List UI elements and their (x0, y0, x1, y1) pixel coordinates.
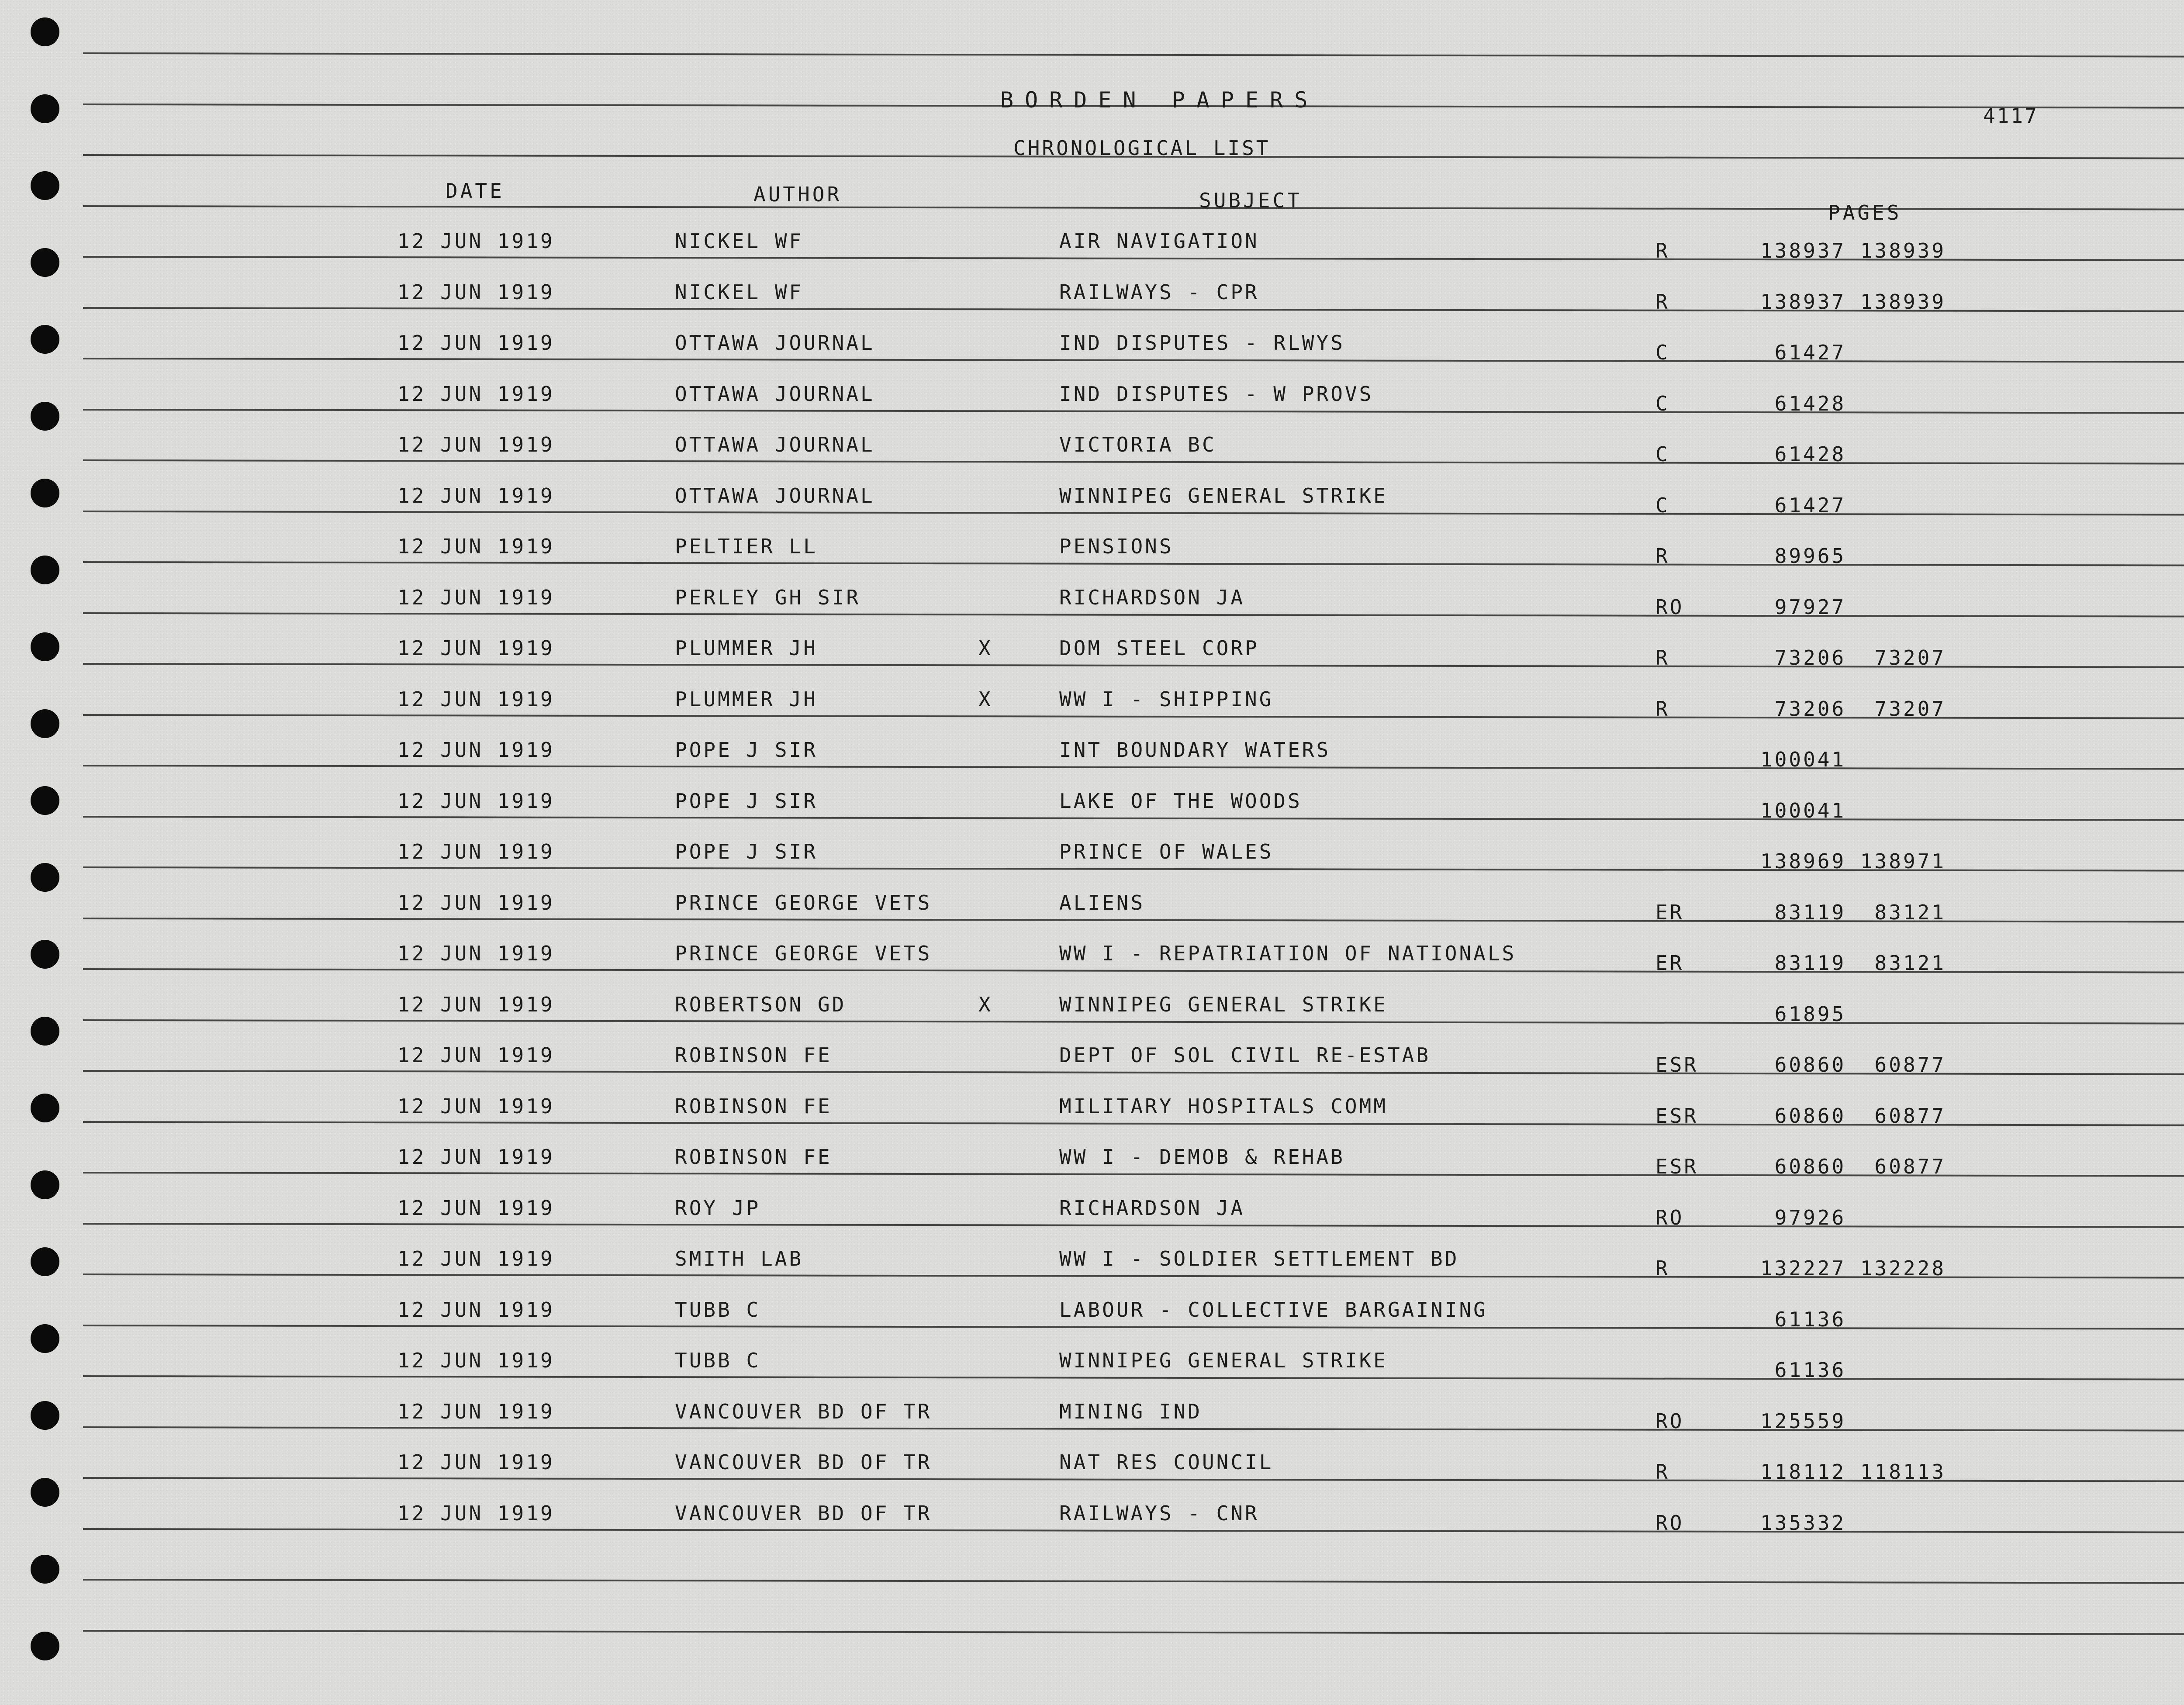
row-date: 12 JUN 1919 (397, 1450, 555, 1474)
row-author: POPE J SIR (675, 738, 818, 762)
row-pages: 61428 (1760, 442, 1846, 466)
row-subject: MILITARY HOSPITALS COMM (1059, 1094, 1388, 1118)
row-pages: 135332 (1760, 1511, 1846, 1535)
row-subject: AIR NAVIGATION (1059, 229, 1259, 253)
row-subject: RAILWAYS - CNR (1059, 1501, 1259, 1525)
row-code: R (1655, 544, 1670, 568)
row-pages: 100041 (1760, 798, 1846, 822)
table-row (0, 1349, 2184, 1400)
row-subject: INT BOUNDARY WATERS (1059, 738, 1331, 762)
row-date: 12 JUN 1919 (397, 1094, 555, 1118)
row-subject: WW I - SHIPPING (1059, 687, 1274, 711)
feed-hole (31, 94, 59, 123)
table-row (0, 1298, 2184, 1349)
row-author: POPE J SIR (675, 840, 818, 863)
row-subject: WW I - DEMOB & REHAB (1059, 1145, 1345, 1169)
row-code: RO (1655, 595, 1684, 619)
row-date: 12 JUN 1919 (397, 1298, 555, 1322)
row-pages: 60860 60877 (1760, 1053, 1946, 1077)
table-row (0, 382, 2184, 433)
column-header-subject: SUBJECT (1199, 189, 1302, 212)
row-code: R (1655, 697, 1670, 721)
row-pages: 138937 138939 (1760, 239, 1946, 262)
row-pages: 125559 (1760, 1409, 1846, 1433)
table-row (0, 433, 2184, 484)
row-date: 12 JUN 1919 (397, 535, 555, 558)
row-subject: WW I - REPATRIATION OF NATIONALS (1059, 942, 1517, 965)
row-subject: WW I - SOLDIER SETTLEMENT BD (1059, 1247, 1459, 1270)
table-row (0, 891, 2184, 942)
ruled-line (83, 1579, 2184, 1584)
table-row (0, 484, 2184, 535)
table-row (0, 1501, 2184, 1553)
row-code: C (1655, 442, 1670, 466)
table-row (0, 1043, 2184, 1094)
row-author: PLUMMER JH (675, 636, 818, 660)
page-number: 4117 (1983, 104, 2039, 128)
row-pages: 100041 (1760, 748, 1846, 771)
row-author: VANCOUVER BD OF TR (675, 1501, 932, 1525)
row-author: VANCOUVER BD OF TR (675, 1450, 932, 1474)
row-author: OTTAWA JOURNAL (675, 433, 875, 456)
row-subject: NAT RES COUNCIL (1059, 1450, 1274, 1474)
row-pages: 118112 118113 (1760, 1460, 1946, 1484)
row-date: 12 JUN 1919 (397, 1247, 555, 1270)
row-code: RO (1655, 1205, 1684, 1229)
row-author: POPE J SIR (675, 789, 818, 813)
row-pages: 97926 (1760, 1205, 1846, 1229)
row-pages: 73206 73207 (1760, 697, 1946, 721)
table-row (0, 1145, 2184, 1196)
row-author: ROBINSON FE (675, 1094, 832, 1118)
table-row (0, 687, 2184, 739)
row-pages: 83119 83121 (1760, 951, 1946, 975)
feed-hole (31, 171, 59, 200)
row-pages: 61136 (1760, 1307, 1846, 1331)
row-subject: WINNIPEG GENERAL STRIKE (1059, 483, 1388, 507)
row-code: RO (1655, 1409, 1684, 1433)
row-pages: 97927 (1760, 595, 1846, 619)
row-subject: MINING IND (1059, 1399, 1202, 1423)
table-row (0, 1400, 2184, 1451)
ruled-line (83, 52, 2184, 58)
row-date: 12 JUN 1919 (397, 483, 555, 507)
row-subject: WINNIPEG GENERAL STRIKE (1059, 992, 1388, 1016)
row-date: 12 JUN 1919 (397, 1043, 555, 1067)
row-date: 12 JUN 1919 (397, 890, 555, 915)
row-code: ESR (1655, 1155, 1699, 1178)
row-pages: 61136 (1760, 1358, 1846, 1382)
row-author: NICKEL WF (675, 280, 804, 304)
row-subject: IND DISPUTES - W PROVS (1059, 382, 1374, 406)
row-date: 12 JUN 1919 (397, 1399, 555, 1423)
row-pages: 61895 (1760, 1002, 1846, 1026)
table-row (0, 229, 2184, 280)
row-code: ESR (1655, 1053, 1699, 1077)
row-date: 12 JUN 1919 (397, 1501, 555, 1525)
feed-hole (31, 17, 59, 46)
row-author: PERLEY GH SIR (675, 585, 861, 609)
row-author: PRINCE GEORGE VETS (675, 890, 932, 915)
row-author: ROY JP (675, 1196, 761, 1220)
table-row (0, 789, 2184, 840)
feed-hole (31, 1555, 59, 1584)
row-code: R (1655, 1256, 1670, 1280)
row-author: PRINCE GEORGE VETS (675, 942, 932, 965)
row-subject: DEPT OF SOL CIVIL RE-ESTAB (1059, 1043, 1431, 1067)
row-code: R (1655, 290, 1670, 314)
row-subject: ALIENS (1059, 890, 1145, 915)
document-subtitle: CHRONOLOGICAL LIST (1013, 136, 1271, 160)
row-code: ER (1655, 951, 1684, 975)
row-author: PELTIER LL (675, 535, 818, 558)
row-pages: 60860 60877 (1760, 1155, 1946, 1178)
table-row (0, 942, 2184, 993)
row-subject: VICTORIA BC (1059, 433, 1216, 456)
row-author: SMITH LAB (675, 1247, 804, 1270)
row-date: 12 JUN 1919 (397, 433, 555, 456)
row-pages: 61427 (1760, 493, 1846, 517)
row-date: 12 JUN 1919 (397, 331, 555, 355)
table-row (0, 738, 2184, 789)
column-header-date: DATE (446, 179, 505, 203)
row-pages: 83119 83121 (1760, 900, 1946, 924)
table-row (0, 1094, 2184, 1146)
table-row (0, 586, 2184, 637)
row-mark: X (978, 687, 993, 711)
table-row (0, 1450, 2184, 1501)
row-code: R (1655, 646, 1670, 670)
row-author: OTTAWA JOURNAL (675, 483, 875, 507)
row-subject: WINNIPEG GENERAL STRIKE (1059, 1349, 1388, 1372)
row-subject: IND DISPUTES - RLWYS (1059, 331, 1345, 355)
row-mark: X (978, 992, 993, 1016)
row-date: 12 JUN 1919 (397, 789, 555, 813)
row-pages: 61427 (1760, 341, 1846, 364)
column-header-author: AUTHOR (753, 183, 842, 206)
table-row (0, 1247, 2184, 1298)
row-date: 12 JUN 1919 (397, 738, 555, 762)
row-date: 12 JUN 1919 (397, 687, 555, 711)
row-subject: RAILWAYS - CPR (1059, 280, 1259, 304)
row-date: 12 JUN 1919 (397, 992, 555, 1016)
row-author: VANCOUVER BD OF TR (675, 1399, 932, 1423)
row-author: ROBINSON FE (675, 1043, 832, 1067)
row-subject: PENSIONS (1059, 535, 1174, 558)
row-code: R (1655, 1460, 1670, 1484)
row-author: OTTAWA JOURNAL (675, 382, 875, 406)
row-date: 12 JUN 1919 (397, 1349, 555, 1372)
ruled-line (83, 1630, 2184, 1635)
row-author: ROBINSON FE (675, 1145, 832, 1169)
row-subject: DOM STEEL CORP (1059, 636, 1259, 660)
row-date: 12 JUN 1919 (397, 382, 555, 406)
row-pages: 138937 138939 (1760, 290, 1946, 314)
row-pages: 132227 132228 (1760, 1256, 1946, 1280)
row-code: ESR (1655, 1104, 1699, 1128)
row-code: R (1655, 239, 1670, 262)
table-row (0, 331, 2184, 382)
table-row (0, 535, 2184, 586)
row-author: PLUMMER JH (675, 687, 818, 711)
feed-hole (31, 1632, 59, 1660)
row-subject: PRINCE OF WALES (1059, 840, 1274, 863)
row-code: RO (1655, 1511, 1684, 1535)
row-pages: 61428 (1760, 391, 1846, 415)
row-code: C (1655, 493, 1670, 517)
column-header-pages: PAGES (1828, 201, 1902, 224)
table-row (0, 280, 2184, 331)
row-pages: 138969 138971 (1760, 849, 1946, 873)
document-title: BORDEN PAPERS (1000, 87, 1319, 113)
row-subject: LAKE OF THE WOODS (1059, 789, 1302, 813)
row-code: ER (1655, 900, 1684, 924)
table-row (0, 840, 2184, 891)
table-row (0, 993, 2184, 1044)
row-code: C (1655, 341, 1670, 364)
row-date: 12 JUN 1919 (397, 840, 555, 863)
row-pages: 60860 60877 (1760, 1104, 1946, 1128)
row-pages: 89965 (1760, 544, 1846, 568)
row-subject: RICHARDSON JA (1059, 1196, 1245, 1220)
row-subject: LABOUR - COLLECTIVE BARGAINING (1059, 1298, 1488, 1322)
row-date: 12 JUN 1919 (397, 636, 555, 660)
row-date: 12 JUN 1919 (397, 1196, 555, 1220)
row-date: 12 JUN 1919 (397, 585, 555, 609)
row-author: NICKEL WF (675, 229, 804, 253)
row-author: TUBB C (675, 1349, 761, 1372)
row-author: ROBERTSON GD (675, 992, 847, 1016)
table-row (0, 1196, 2184, 1247)
row-date: 12 JUN 1919 (397, 280, 555, 304)
row-code: C (1655, 391, 1670, 415)
row-subject: RICHARDSON JA (1059, 585, 1245, 609)
row-pages: 73206 73207 (1760, 646, 1946, 670)
row-author: TUBB C (675, 1298, 761, 1322)
table-row (0, 636, 2184, 687)
row-date: 12 JUN 1919 (397, 1145, 555, 1169)
row-date: 12 JUN 1919 (397, 229, 555, 253)
row-mark: X (978, 636, 993, 660)
row-date: 12 JUN 1919 (397, 942, 555, 965)
row-author: OTTAWA JOURNAL (675, 331, 875, 355)
